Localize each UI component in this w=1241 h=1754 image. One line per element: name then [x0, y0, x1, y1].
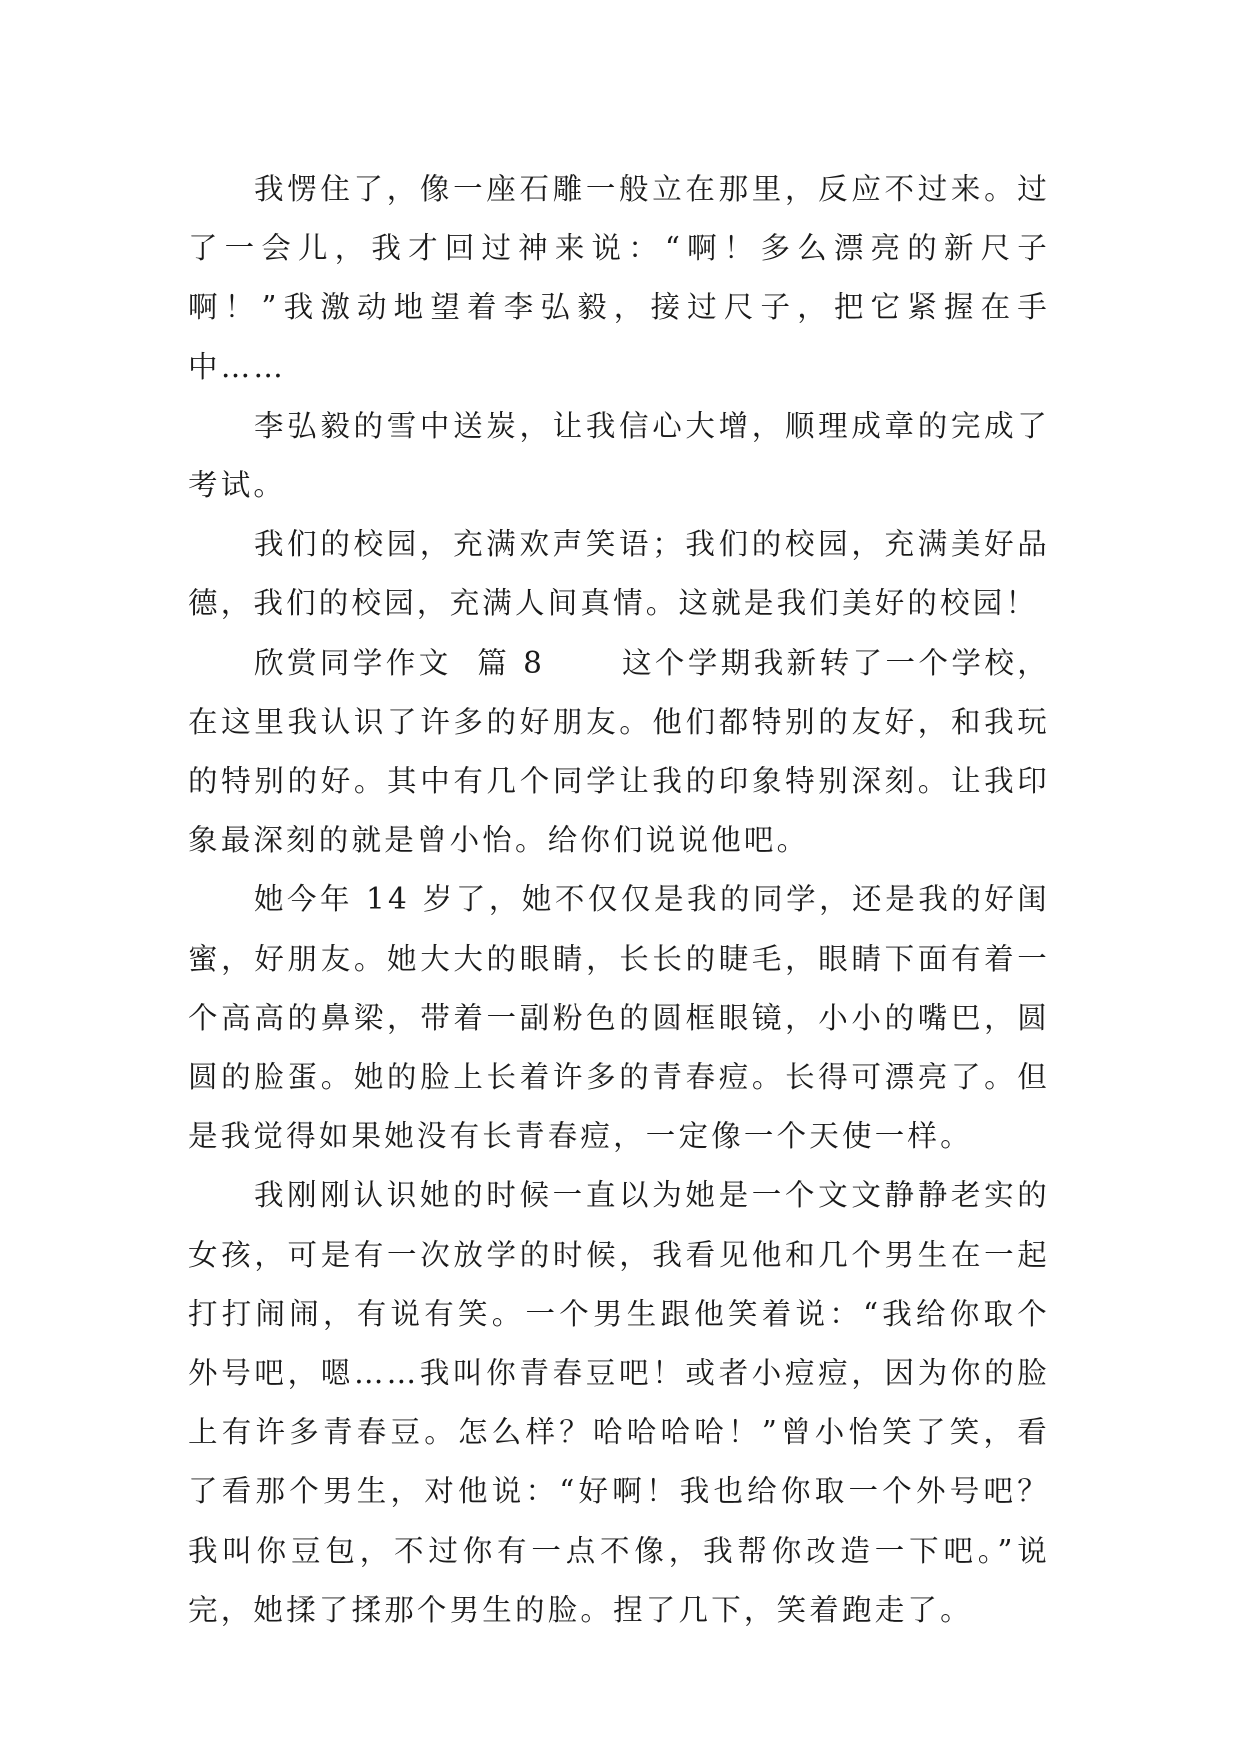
document-body [188, 160, 1050, 1640]
paragraph-3: 我们的校园，充满欢声笑语；我们的校园，充满美好品德，我们的校园，充满人间真情。这就是我们美好的校园！ [188, 527, 1050, 621]
paragraph-5: 她今年 14 岁了，她不仅仅是我的同学，还是我的好闺蜜，好朋友。她大大的眼睛，长长的睫毛，眼睛下面有着一个高高的鼻梁，带着一副粉色的圆框眼镜，小小的嘴巴，圆圆的脸蛋。她的脸上长着许多的青春痘。长得可漂亮了。但是我觉得如果她没有长青春痘，一定像一个天使一样。 [188, 882, 1050, 1154]
paragraph-6: 我刚刚认识她的时候一直以为她是一个文文静静老实的女孩，可是有一次放学的时候，我看见他和几个男生在一起打打闹闹，有说有笑。一个男生跟他笑着说：“我给你取个外号吧，嗯……我叫你青春豆吧！或者小痘痘，因为你的脸上有许多青春豆。怎么样？哈哈哈哈！”曾小怡笑了笑，看了看那个男生，对他说：“好啊！我也给你取一个外号吧？我叫你豆包，不过你有一点不像，我帮你改造一下吧。”说完，她揉了揉那个男生的脸。捏了几下，笑着跑走了。 [188, 1178, 1050, 1627]
paragraph-2: 李弘毅的雪中送炭，让我信心大增，顺理成章的完成了考试。 [188, 408, 1050, 503]
paragraph-4-section-heading: 欣赏同学作文 篇 8 这个学期我新转了一个学校，在这里我认识了许多的好朋友。他们都特别的友好，和我玩的特别的好。其中有几个同学让我的印象特别深刻。让我印象最深刻的就是曾小怡。给你们说说他吧。 [188, 645, 1050, 858]
paragraph-1: 我愣住了，像一座石雕一般立在那里，反应不过来。过了一会儿，我才回过神来说：“啊！多么漂亮的新尺子啊！”我激动地望着李弘毅，接过尺子，把它紧握在手中…… [188, 172, 1050, 384]
